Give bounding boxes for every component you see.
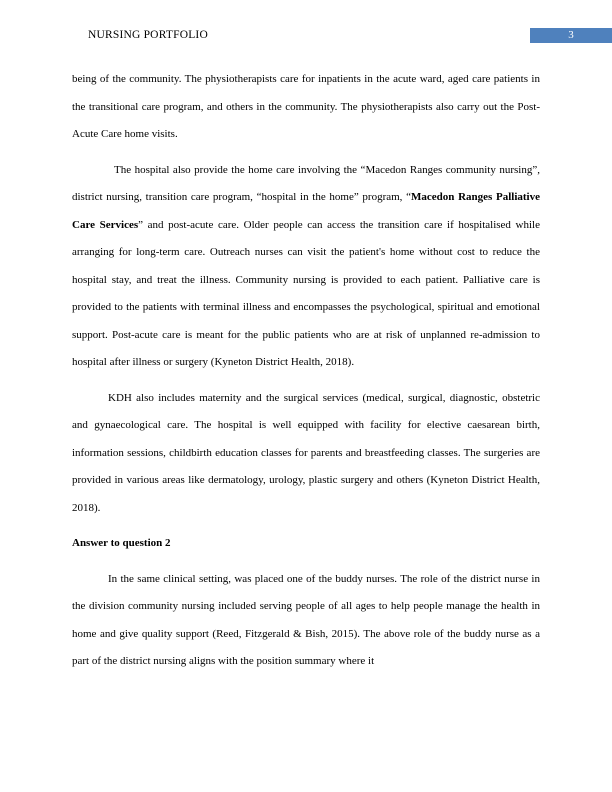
paragraph-4: In the same clinical setting, was placed one of the buddy nurses. The role of the district nurse in the division community nursing included serving people of all ages to help people manage the health in home and give quality support (Reed, Fitzgerald & Bish, 2015). The above role of the buddy nurse as a part of the district nursing aligns with the position summary where it <box>72 572 540 667</box>
section-heading: Answer to question 2 <box>72 537 171 549</box>
page-number: 3 <box>530 28 612 43</box>
running-head: NURSING PORTFOLIO <box>88 29 208 41</box>
page-header <box>0 28 612 46</box>
paragraph-2 <box>72 157 540 377</box>
paragraph-1: being of the community. The physiotherapists care for inpatients in the acute ward, aged care patients in the transitional care program, and others in the community. The physiotherapists also carry out the Post-Acute Care home visits. <box>72 73 540 140</box>
paragraph-2-text-end: ” and post-acute care. Older people can access the transition care if hospitalised while arranging for long-term care. Outreach nurses can visit the patient's home without cost to reduce the hospital stay, and treat the illness. Community nursing is provided to each patient. Palliative care is provided to the patients with terminal illness and encompasses the psychological, spiritual and emotional support. Post-acute care is meant for the public patients who are at risk of unplanned re-admission to hospital after illness or surgery (Kyneton District Health, 2018). <box>72 218 540 368</box>
paragraph-2-text-start: The hospital also provide the home care involving the “Macedon Ranges community nursing”, district nursing, transition care program, “hospital in the home” program, “ <box>72 163 540 203</box>
paragraph-3: KDH also includes maternity and the surgical services (medical, surgical, diagnostic, obstetric and gynaecological care. The hospital is well equipped with facility for elective caesarean birth, information sessions, childbirth education classes for parents and breastfeeding classes. The surgeries are provided in various areas like dermatology, urology, plastic surgery and others (Kyneton District Health, 2018). <box>72 391 540 514</box>
palliative-care-bold-text: Macedon Ranges Palliative Care Services <box>72 191 540 231</box>
document-body <box>72 66 540 676</box>
